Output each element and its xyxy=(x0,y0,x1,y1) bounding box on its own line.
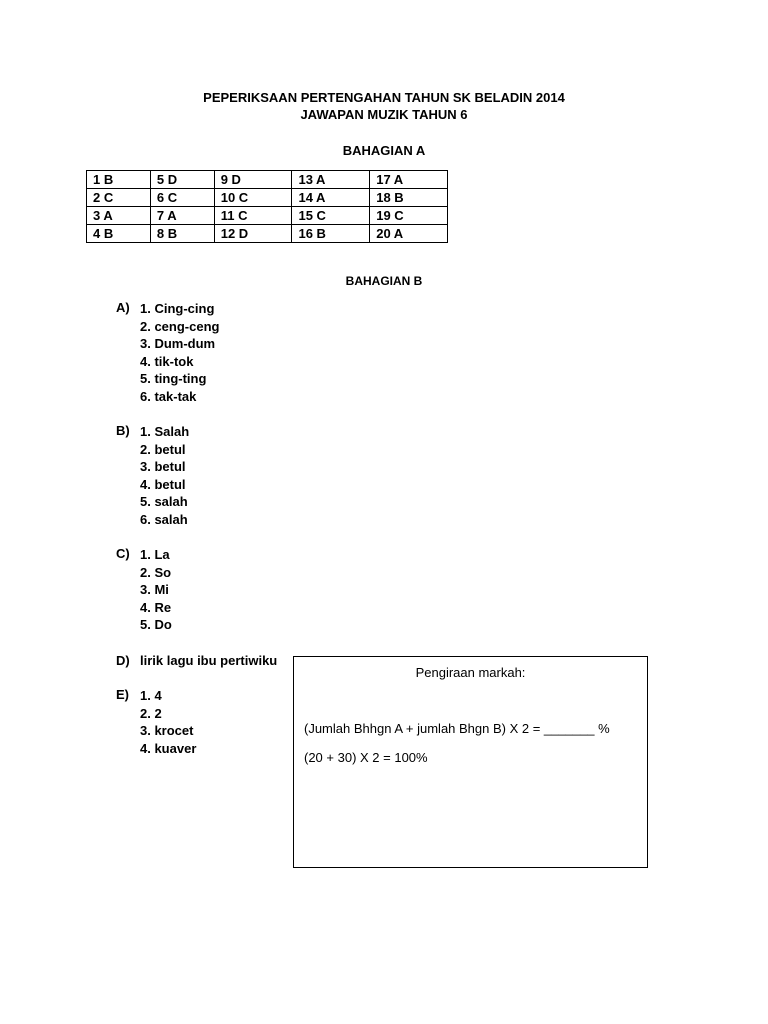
list-item: 6. tak-tak xyxy=(140,388,197,404)
answer-list xyxy=(140,546,172,634)
list-item: 4. kuaver xyxy=(140,740,197,756)
table-cell: 15 C xyxy=(292,207,370,225)
section-label: E) xyxy=(116,687,129,702)
table-cell: 1 B xyxy=(87,171,151,189)
table-row xyxy=(87,207,448,225)
list-item: 1. Salah xyxy=(140,424,190,439)
list-item: 4. tik-tok xyxy=(140,353,194,369)
list-item: 4. Re xyxy=(140,599,172,615)
table-cell: 16 B xyxy=(292,225,370,243)
markah-box-title: Pengiraan markah: xyxy=(415,665,526,680)
section-label: D) xyxy=(116,653,130,668)
table-cell: 2 C xyxy=(87,189,151,207)
answer-table xyxy=(86,170,448,243)
markah-formula: (Jumlah Bhhgn A + jumlah Bhgn B) X 2 = _______ % xyxy=(304,721,610,736)
list-item: 2. So xyxy=(140,564,172,580)
bahagian-b-heading: BAHAGIAN B xyxy=(345,274,423,288)
section-d-answer: lirik lagu ibu pertiwiku xyxy=(140,653,278,668)
list-item: 2. 2 xyxy=(140,705,162,721)
table-cell: 13 A xyxy=(292,171,370,189)
table-cell: 7 A xyxy=(150,207,214,225)
table-cell: 3 A xyxy=(87,207,151,225)
list-item: 2. betul xyxy=(140,441,186,457)
table-row xyxy=(87,225,448,243)
table-row xyxy=(87,171,448,189)
list-item: 6. salah xyxy=(140,511,188,527)
table-cell: 19 C xyxy=(370,207,448,225)
table-cell: 6 C xyxy=(150,189,214,207)
answer-list xyxy=(140,687,196,757)
table-cell: 11 C xyxy=(214,207,292,225)
list-item: 2. ceng-ceng xyxy=(140,318,220,334)
markah-box xyxy=(293,656,648,868)
section-label: B) xyxy=(116,423,130,438)
list-item: 3. Mi xyxy=(140,582,169,598)
list-item: 5. ting-ting xyxy=(140,371,207,387)
list-item: 5. Do xyxy=(140,617,172,633)
list-item: 3. betul xyxy=(140,459,186,475)
table-cell: 17 A xyxy=(370,171,448,189)
document-title: PEPERIKSAAN PERTENGAHAN TAHUN SK BELADIN 2014 xyxy=(203,90,565,105)
table-cell: 8 B xyxy=(150,225,214,243)
list-item: 3. krocet xyxy=(140,723,194,739)
table-cell: 20 A xyxy=(370,225,448,243)
list-item: 1. 4 xyxy=(140,688,162,703)
bahagian-a-heading: BAHAGIAN A xyxy=(342,143,426,158)
list-item: 1. Cing-cing xyxy=(140,301,215,316)
answer-list xyxy=(140,423,189,529)
answer-list xyxy=(140,300,219,406)
section-label: A) xyxy=(116,300,130,315)
table-cell: 10 C xyxy=(214,189,292,207)
list-item: 1. La xyxy=(140,547,170,562)
table-cell: 12 D xyxy=(214,225,292,243)
table-cell: 5 D xyxy=(150,171,214,189)
list-item: 4. betul xyxy=(140,476,186,492)
markah-example: (20 + 30) X 2 = 100% xyxy=(304,750,428,765)
list-item: 3. Dum-dum xyxy=(140,336,216,352)
table-cell: 4 B xyxy=(87,225,151,243)
table-cell: 18 B xyxy=(370,189,448,207)
list-item: 5. salah xyxy=(140,494,188,510)
document-subtitle: JAWAPAN MUZIK TAHUN 6 xyxy=(300,107,468,122)
section-label: C) xyxy=(116,546,130,561)
table-row xyxy=(87,189,448,207)
table-cell: 9 D xyxy=(214,171,292,189)
table-cell: 14 A xyxy=(292,189,370,207)
